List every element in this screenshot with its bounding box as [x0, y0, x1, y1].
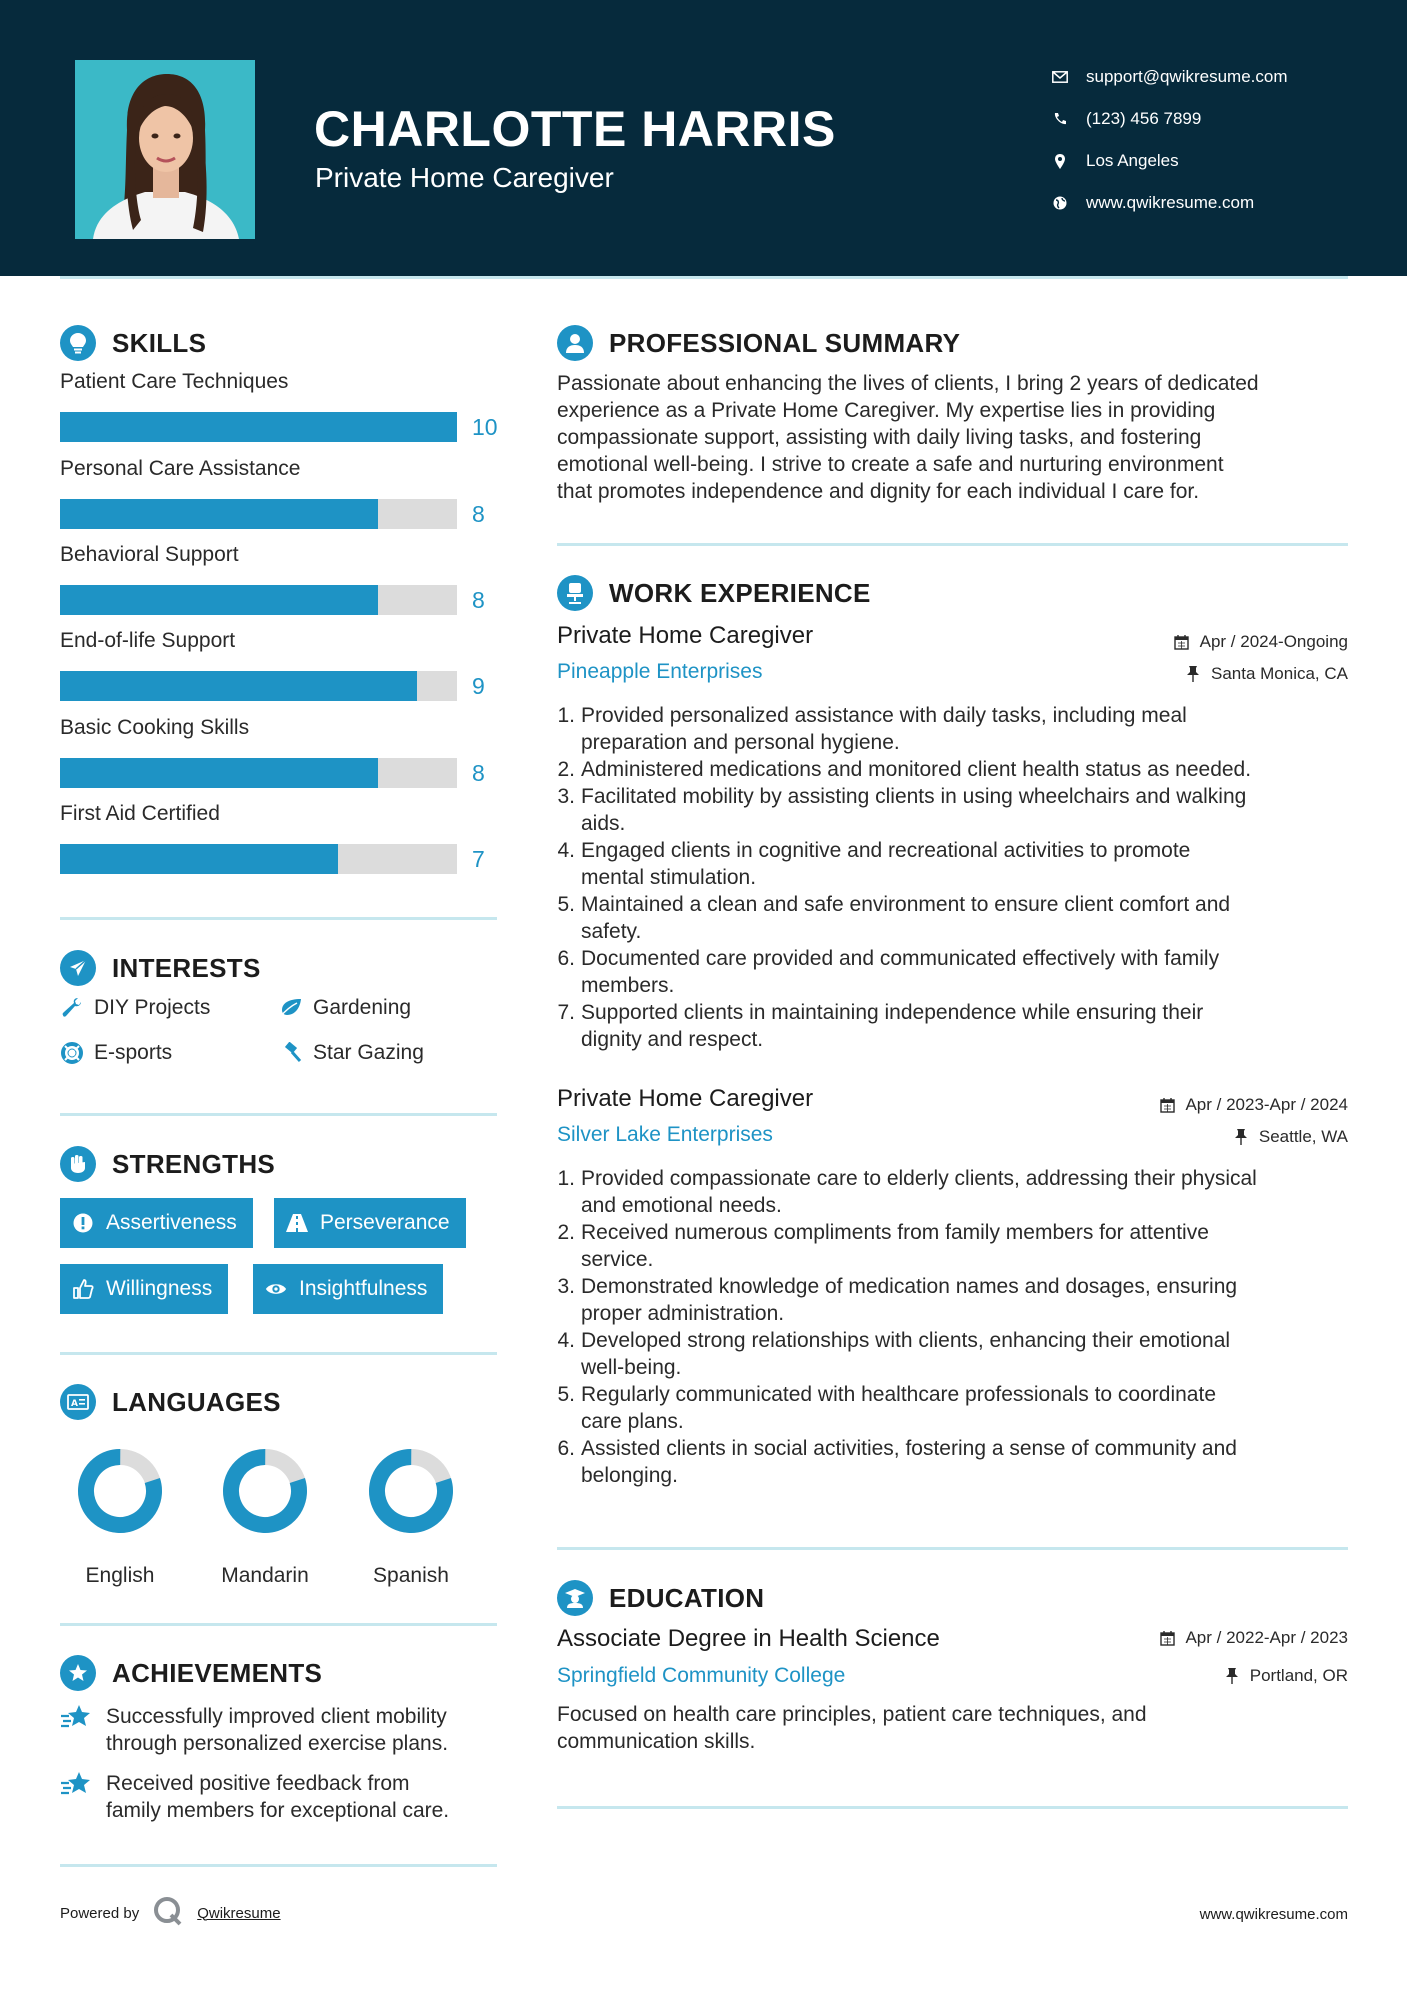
achievements-heading [60, 1655, 322, 1691]
lifebuoy-icon [60, 1041, 84, 1065]
skill-rating: 8 [472, 501, 485, 527]
education-line: Focused on health care principles, patient care techniques, and [557, 1703, 1147, 1726]
section-divider [60, 917, 497, 920]
summary-line: compassionate support, assisting with daily living tasks, and fostering [557, 426, 1202, 449]
languages-heading [60, 1384, 281, 1420]
section-title: INTERESTS [112, 952, 261, 983]
skill-bar [60, 585, 457, 615]
qwikresume-link[interactable]: Qwikresume [197, 1904, 281, 1922]
education-location [1224, 1666, 1348, 1686]
bullet-line: Administered medications and monitored client health status as needed. [581, 758, 1252, 781]
bullet-number: 1. [557, 1167, 575, 1190]
contact-email-text: support@qwikresume.com [1086, 67, 1288, 86]
bullet-line: proper administration. [581, 1302, 785, 1325]
language-card-icon [60, 1384, 96, 1420]
lightbulb-icon [60, 325, 96, 361]
bullet-line: dignity and respect. [581, 1028, 764, 1051]
user-icon [557, 325, 593, 361]
professional-summary [557, 370, 1357, 505]
interest-label: Star Gazing [313, 1041, 424, 1064]
donut-fill [368, 1448, 454, 1534]
raised-fist-icon [60, 1146, 96, 1182]
section-title: WORK EXPERIENCE [609, 577, 871, 608]
skill-name: First Aid Certified [60, 802, 220, 825]
responsibility-item [557, 1219, 1357, 1273]
bullet-number: 3. [557, 785, 575, 808]
skill-item [60, 716, 500, 788]
shooting-star-icon [60, 1770, 92, 1798]
achievement-line: Received positive feedback from [106, 1772, 410, 1795]
achievement-line: family members for exceptional care. [106, 1799, 450, 1822]
pushpin-icon [1233, 1129, 1249, 1145]
skill-rating: 7 [472, 846, 485, 872]
candidate-name: CHARLOTTE HARRIS [314, 101, 836, 157]
education-line: communication skills. [557, 1730, 756, 1753]
bullet-line: Facilitated mobility by assisting clients in using wheelchairs and walking [581, 785, 1247, 808]
summary-line: emotional well-being. I strive to create a safe and nurturing environment [557, 453, 1224, 476]
responsibility-item [557, 1273, 1357, 1327]
office-chair-icon [557, 575, 593, 611]
section-divider [60, 1864, 497, 1867]
bullet-line: Received numerous compliments from family members for attentive [581, 1221, 1209, 1244]
responsibility-item [557, 945, 1357, 999]
graduate-icon [557, 1580, 593, 1616]
bullet-line: mental stimulation. [581, 866, 757, 889]
footer-url[interactable]: www.qwikresume.com [1199, 1906, 1348, 1923]
interest-label: Gardening [313, 996, 412, 1019]
map-pin-icon [1050, 151, 1070, 171]
paper-plane-icon [60, 950, 96, 986]
skill-name: End-of-life Support [60, 629, 236, 652]
responsibility-item [557, 999, 1357, 1053]
skill-item [60, 370, 500, 442]
strength-label: Perseverance [320, 1211, 450, 1234]
summary-line: Passionate about enhancing the lives of clients, I bring 2 years of dedicated [557, 372, 1259, 395]
achievement-line: through personalized exercise plans. [106, 1732, 449, 1755]
responsibility-item [557, 783, 1357, 837]
bullet-line: Provided personalized assistance with daily tasks, including meal [581, 704, 1187, 727]
skill-bar [60, 412, 457, 442]
strength-label: Insightfulness [299, 1277, 428, 1300]
skill-rating: 9 [472, 673, 485, 699]
section-divider [60, 1623, 497, 1626]
bullet-line: Developed strong relationships with clients, enhancing their emotional [581, 1329, 1231, 1352]
achievement-line: Successfully improved client mobility [106, 1705, 447, 1728]
degree-title: Associate Degree in Health Science [557, 1625, 940, 1652]
section-divider [60, 1352, 497, 1355]
section-title: SKILLS [112, 327, 207, 358]
language-proficiency-donut [366, 1446, 456, 1536]
responsibility-item [557, 756, 1357, 783]
envelope-icon [1050, 67, 1070, 87]
section-divider [60, 1113, 497, 1116]
skill-bar [60, 758, 457, 788]
education-description [557, 1701, 1357, 1755]
contact-location [1050, 140, 1288, 182]
job-location [1185, 664, 1348, 684]
experience-heading [557, 575, 871, 611]
interest-item [60, 1041, 172, 1065]
skill-bar-fill [60, 412, 457, 442]
section-divider [557, 1806, 1348, 1809]
job-location-text: Santa Monica, CA [1210, 664, 1348, 683]
bullet-line: service. [581, 1248, 654, 1271]
contact-phone[interactable] [1050, 98, 1288, 140]
bullet-number: 6. [557, 1437, 575, 1460]
strength-badge [274, 1198, 466, 1248]
section-title: ACHIEVEMENTS [112, 1657, 323, 1688]
bullet-line: Engaged clients in cognitive and recreational activities to promote [581, 839, 1191, 862]
bullet-line: well-being. [581, 1356, 682, 1379]
pushpin-icon [1224, 1668, 1240, 1684]
language-name: English [85, 1564, 155, 1587]
language-item [195, 1446, 335, 1588]
interests-heading [60, 950, 261, 986]
responsibility-item [557, 1381, 1357, 1435]
strength-badge [60, 1264, 228, 1314]
thumbs-up-icon [72, 1278, 94, 1300]
interest-item [60, 996, 210, 1020]
responsibility-item [557, 1327, 1357, 1381]
section-title: EDUCATION [609, 1582, 765, 1613]
responsibility-item [557, 702, 1357, 756]
bullet-line: Maintained a clean and safe environment to ensure client comfort and [581, 893, 1231, 916]
education-dates-text: Apr / 2022-Apr / 2023 [1185, 1628, 1348, 1647]
section-title: LANGUAGES [112, 1386, 281, 1417]
profile-photo [75, 60, 255, 239]
skill-item [60, 629, 500, 701]
skill-item [60, 457, 500, 529]
skill-rating: 8 [472, 760, 485, 786]
skill-bar [60, 844, 457, 874]
bullet-line: preparation and personal hygiene. [581, 731, 900, 754]
phone-icon [1050, 109, 1070, 129]
bullet-number: 7. [557, 1001, 575, 1024]
bullet-number: 4. [557, 839, 575, 862]
skill-name: Patient Care Techniques [60, 370, 289, 393]
bullet-line: and emotional needs. [581, 1194, 782, 1217]
eye-icon [265, 1278, 287, 1300]
bullet-number: 2. [557, 1221, 575, 1244]
responsibility-item [557, 1165, 1357, 1219]
job-title: Private Home Caregiver [557, 1085, 814, 1112]
skill-name: Personal Care Assistance [60, 457, 301, 480]
section-divider [557, 543, 1348, 546]
pushpin-icon [1185, 666, 1201, 682]
contact-email[interactable] [1050, 56, 1288, 98]
skill-bar-fill [60, 758, 378, 788]
strength-badge [253, 1264, 443, 1314]
globe-icon [1050, 193, 1070, 213]
svg-text:A: A [71, 1399, 78, 1409]
language-name: Spanish [373, 1564, 449, 1587]
contact-website[interactable] [1050, 182, 1288, 224]
skill-rating: 10 [472, 414, 498, 440]
job-dates-text: Apr / 2024-Ongoing [1199, 632, 1348, 651]
achievement-item [60, 1703, 500, 1757]
language-proficiency-donut [75, 1446, 165, 1536]
education-heading [557, 1580, 764, 1616]
strength-badge [60, 1198, 253, 1248]
language-name: Mandarin [221, 1564, 309, 1587]
bullet-line: members. [581, 974, 675, 997]
job-dates-text: Apr / 2023-Apr / 2024 [1185, 1095, 1348, 1114]
resume-header [0, 0, 1407, 276]
company-name[interactable]: Pineapple Enterprises [557, 660, 763, 683]
skill-bar-fill [60, 585, 378, 615]
star-badge-icon [60, 1655, 96, 1691]
job-title: Private Home Caregiver [557, 622, 814, 649]
bullet-number: 6. [557, 947, 575, 970]
bullet-line: Demonstrated knowledge of medication names and dosages, ensuring [581, 1275, 1238, 1298]
candidate-title: Private Home Caregiver [315, 162, 614, 193]
strength-label: Willingness [106, 1277, 213, 1300]
contact-website-text: www.qwikresume.com [1086, 193, 1255, 212]
bullet-number: 4. [557, 1329, 575, 1352]
responsibility-item [557, 1435, 1357, 1489]
donut-fill [77, 1448, 163, 1534]
education-location-text: Portland, OR [1249, 1666, 1348, 1685]
section-divider [557, 1547, 1348, 1550]
skill-name: Basic Cooking Skills [60, 716, 250, 739]
contact-list [1050, 56, 1288, 224]
job-responsibilities [557, 1165, 1357, 1489]
powered-by-text: Powered by [60, 1904, 140, 1922]
calendar-icon [1174, 634, 1190, 650]
gavel-icon [279, 1041, 303, 1065]
bullet-line: Supported clients in maintaining independence while ensuring their [581, 1001, 1204, 1024]
calendar-icon [1159, 1097, 1175, 1113]
bullet-line: Assisted clients in social activities, fostering a sense of community and [581, 1437, 1237, 1460]
bullet-line: Documented care provided and communicated effectively with family [581, 947, 1220, 970]
bullet-number: 1. [557, 704, 575, 727]
bullet-line: safety. [581, 920, 642, 943]
responsibility-item [557, 837, 1357, 891]
alert-circle-icon [72, 1212, 94, 1234]
job-responsibilities [557, 702, 1357, 1053]
job-location [1233, 1127, 1348, 1147]
responsibility-item [557, 891, 1357, 945]
summary-heading [557, 325, 960, 361]
wrench-icon [60, 996, 84, 1020]
strength-label: Assertiveness [106, 1211, 237, 1234]
achievement-item [60, 1770, 500, 1824]
bullet-number: 5. [557, 893, 575, 916]
skill-bar [60, 499, 457, 529]
interest-label: DIY Projects [94, 996, 211, 1019]
bullet-line: belonging. [581, 1464, 678, 1487]
skill-bar [60, 671, 457, 701]
leaf-icon [279, 996, 303, 1020]
bullet-number: 2. [557, 758, 575, 781]
skill-rating: 8 [472, 587, 485, 613]
strengths-heading [60, 1146, 275, 1182]
language-proficiency-donut [220, 1446, 310, 1536]
skill-item [60, 802, 500, 874]
bullet-line: aids. [581, 812, 626, 835]
skill-bar-fill [60, 844, 338, 874]
interest-item [279, 1041, 424, 1065]
road-icon [286, 1212, 308, 1234]
bullet-number: 5. [557, 1383, 575, 1406]
language-item [341, 1446, 481, 1588]
job-location-text: Seattle, WA [1258, 1127, 1348, 1146]
contact-location-text: Los Angeles [1086, 151, 1179, 170]
section-title: STRENGTHS [112, 1148, 276, 1179]
interest-item [279, 996, 411, 1020]
calendar-icon [1159, 1630, 1175, 1646]
section-title: PROFESSIONAL SUMMARY [609, 327, 961, 358]
footer-powered-by [60, 1896, 281, 1930]
summary-line: that promotes independence and dignity for each individual I care for. [557, 480, 1200, 503]
bullet-line: Regularly communicated with healthcare professionals to coordinate [581, 1383, 1217, 1406]
skills-heading [60, 325, 206, 361]
skill-bar-fill [60, 671, 417, 701]
language-item [50, 1446, 190, 1588]
job-dates [1159, 1095, 1348, 1115]
company-name[interactable]: Silver Lake Enterprises [557, 1123, 773, 1146]
shooting-star-icon [60, 1703, 92, 1731]
header-divider [60, 276, 1348, 279]
summary-line: experience as a Private Home Caregiver. My expertise lies in providing [557, 399, 1216, 422]
bullet-line: Provided compassionate care to elderly clients, addressing their physical [581, 1167, 1257, 1190]
job-dates [1174, 632, 1348, 652]
education-dates [1159, 1628, 1348, 1648]
qwikresume-logo-icon [153, 1896, 183, 1930]
skill-name: Behavioral Support [60, 543, 239, 566]
donut-fill [222, 1448, 308, 1534]
interest-label: E-sports [94, 1041, 173, 1064]
contact-phone-text: (123) 456 7899 [1086, 109, 1202, 128]
bullet-number: 3. [557, 1275, 575, 1298]
skill-item [60, 543, 500, 615]
bullet-line: care plans. [581, 1410, 684, 1433]
school-name[interactable]: Springfield Community College [557, 1664, 846, 1687]
skill-bar-fill [60, 499, 378, 529]
